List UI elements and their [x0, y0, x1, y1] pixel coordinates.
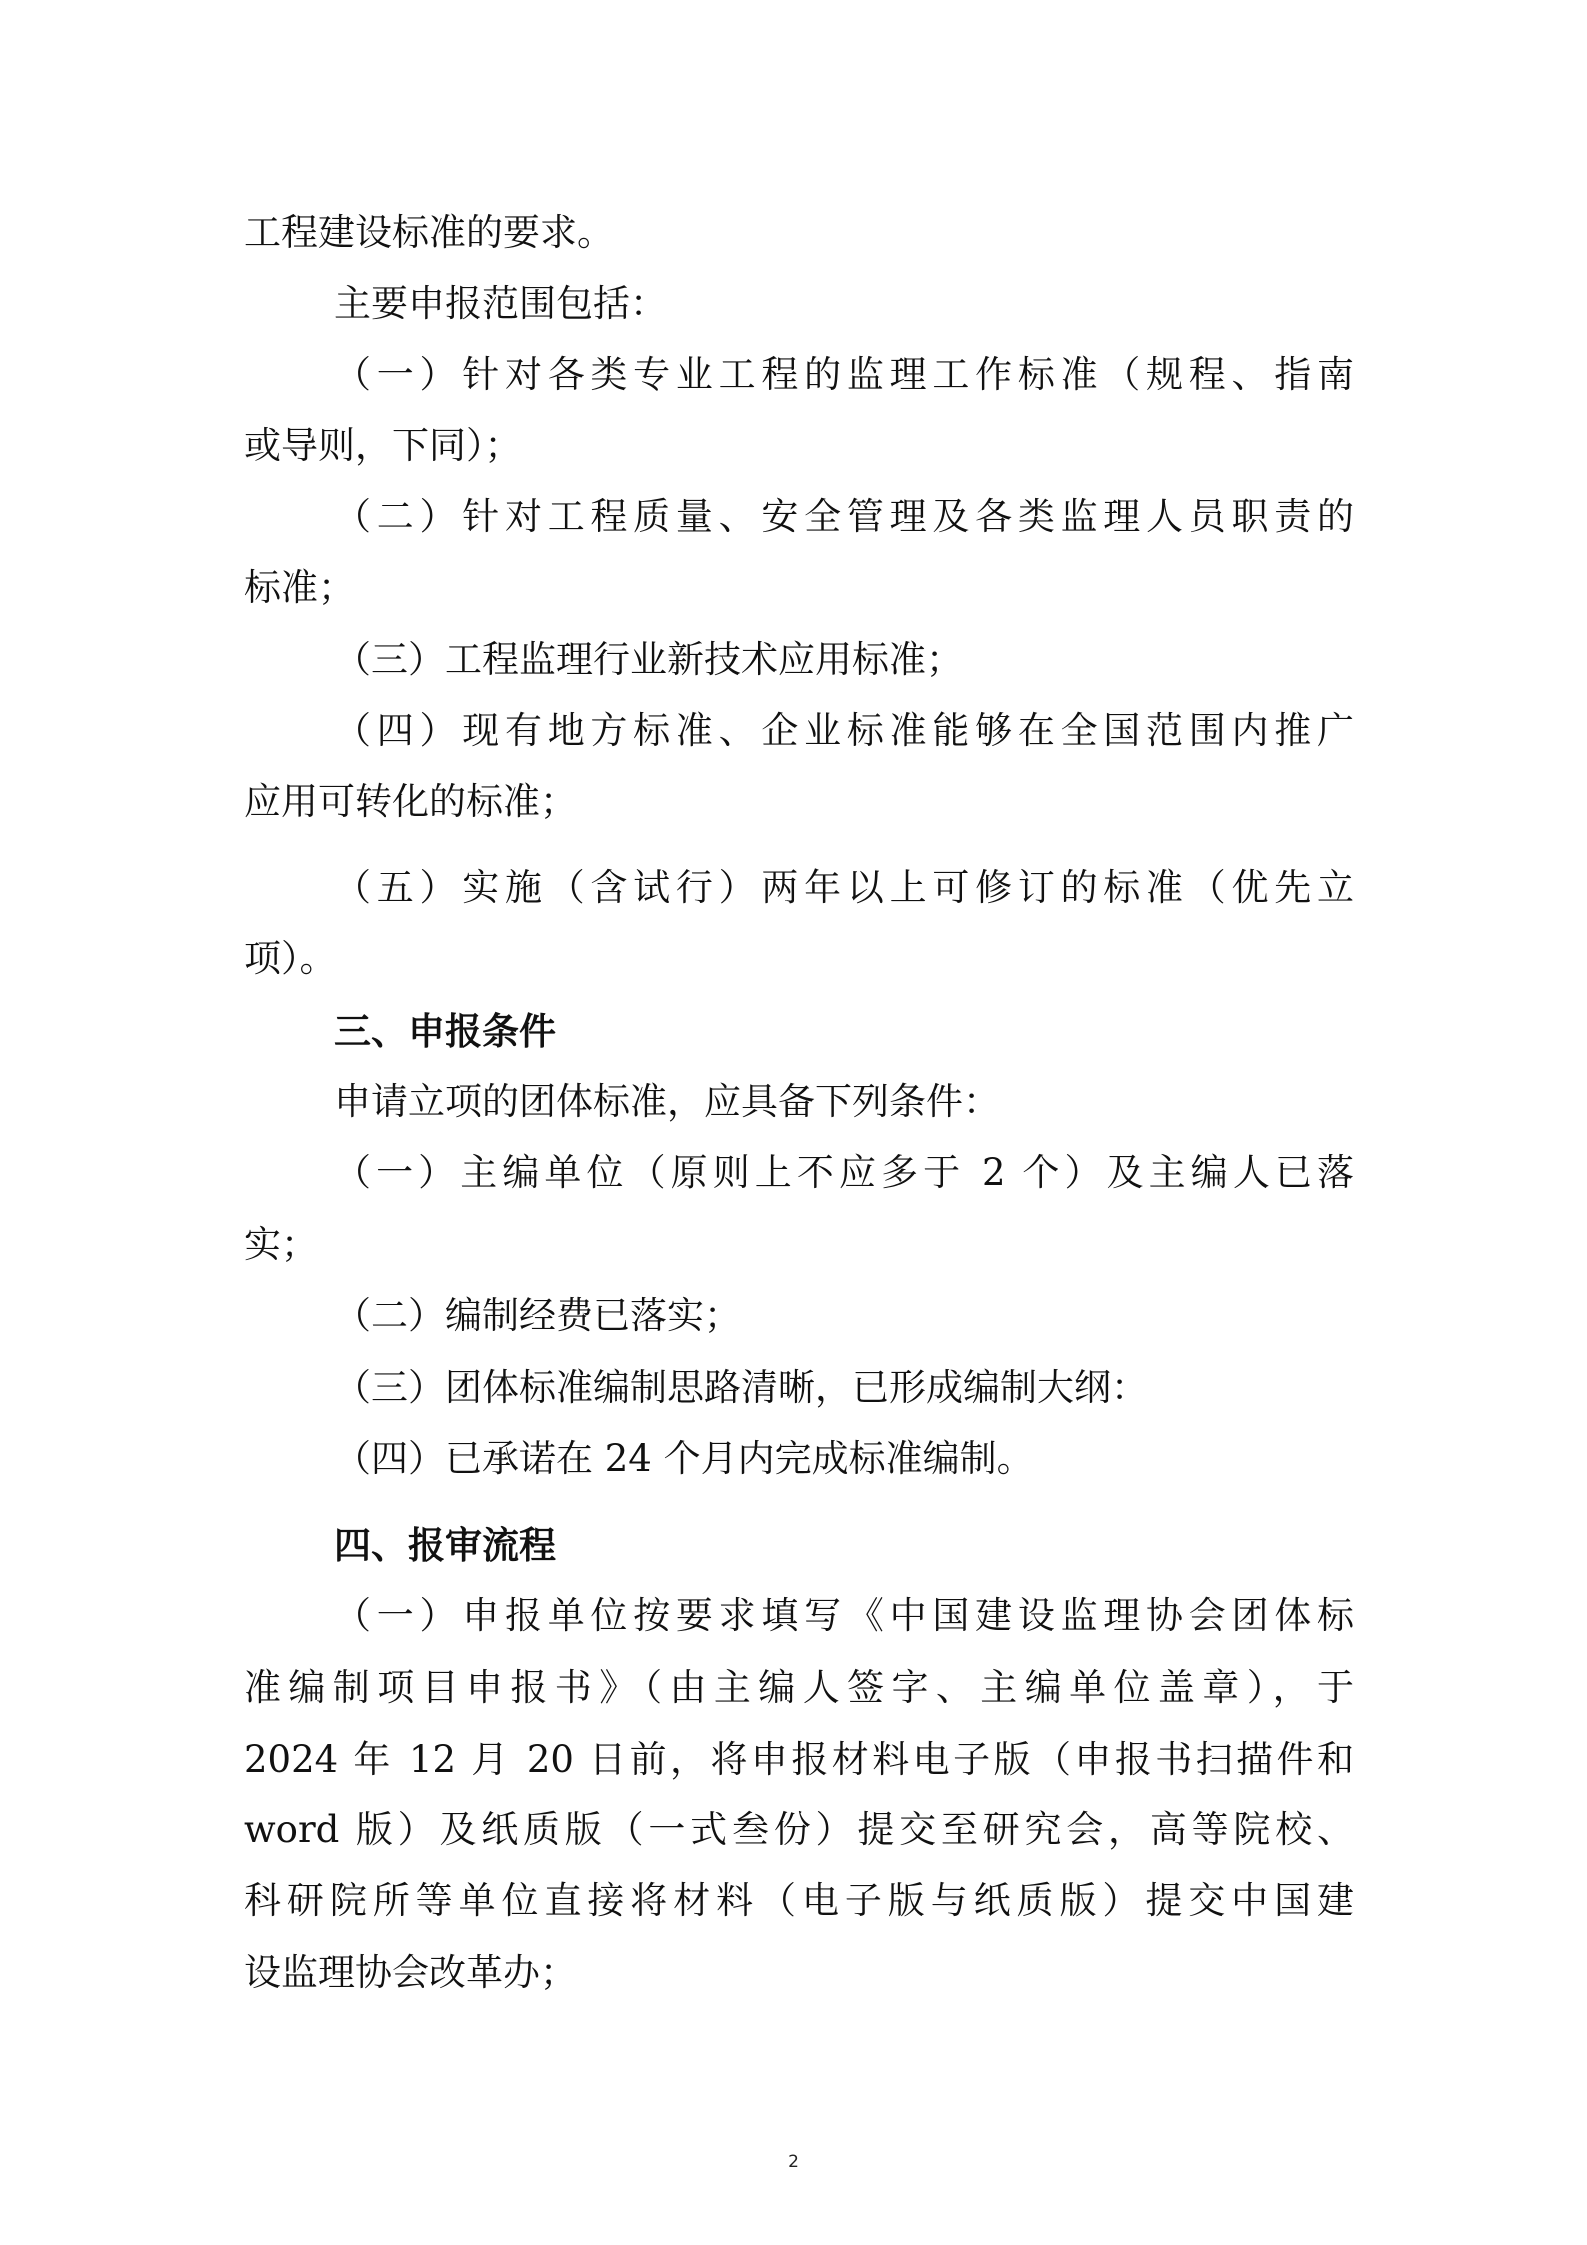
text-line: 科研院所等单位直接将材料（电子版与纸质版）提交中国建	[244, 1879, 1354, 1922]
section-heading: 三、申报条件	[334, 1009, 556, 1053]
text-line: （三）工程监理行业新技术应用标准；	[334, 638, 963, 681]
text-line: 申请立项的团体标准，应具备下列条件：	[334, 1080, 1000, 1123]
text-line: （四）现有地方标准、企业标准能够在全国范围内推广	[334, 709, 1354, 752]
text-line: （二）编制经费已落实；	[334, 1294, 741, 1337]
text-line: 设监理协会改革办；	[244, 1951, 577, 1994]
text-line: word 版）及纸质版（一式叁份）提交至研究会，高等院校、	[244, 1808, 1354, 1851]
text-line: （一）主编单位（原则上不应多于 2 个）及主编人已落	[334, 1151, 1354, 1194]
text-line: （五）实施（含试行）两年以上可修订的标准（优先立	[334, 866, 1354, 909]
section-heading: 四、报审流程	[334, 1523, 556, 1567]
text-line: 应用可转化的标准；	[244, 780, 577, 823]
text-line: 标准；	[244, 566, 355, 609]
text-line: （一）申报单位按要求填写《中国建设监理协会团体标	[334, 1594, 1354, 1637]
text-line: 工程建设标准的要求。	[244, 211, 614, 254]
text-line: 主要申报范围包括：	[334, 282, 667, 325]
page-number: 2	[788, 2152, 799, 2172]
text-line: 或导则，下同）；	[244, 424, 522, 467]
text-line: 实；	[244, 1223, 318, 1266]
text-line: （二）针对工程质量、安全管理及各类监理人员职责的	[334, 495, 1354, 538]
text-line: 准编制项目申报书》（由主编人签字、主编单位盖章），于	[244, 1666, 1354, 1709]
text-line: （一）针对各类专业工程的监理工作标准（规程、指南	[334, 353, 1354, 396]
text-line: 项）。	[244, 937, 337, 980]
text-line: （三）团体标准编制思路清晰，已形成编制大纲：	[334, 1366, 1148, 1409]
text-line: （四）已承诺在 24 个月内完成标准编制。	[334, 1437, 1034, 1480]
text-line: 2024 年 12 月 20 日前，将申报材料电子版（申报书扫描件和	[244, 1738, 1354, 1781]
